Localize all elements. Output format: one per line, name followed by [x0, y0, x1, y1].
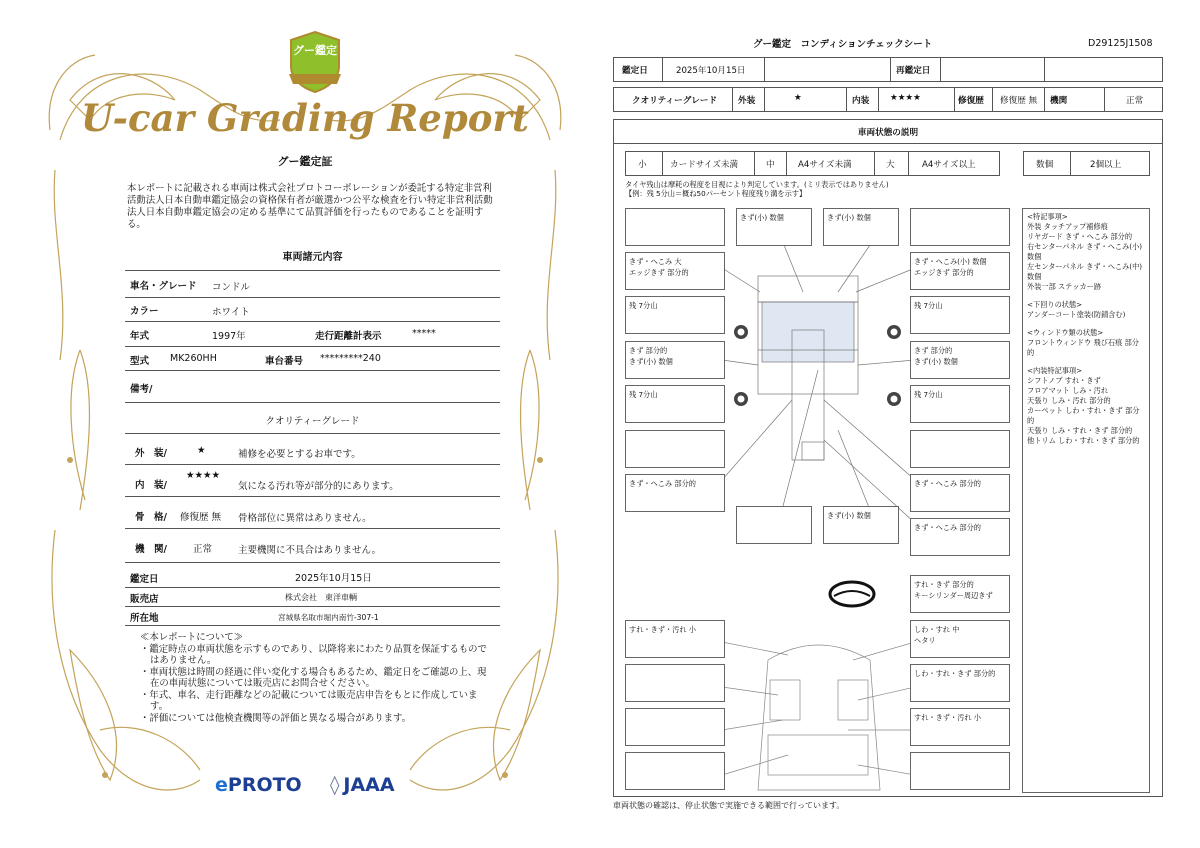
engine-grade: 正常: [193, 544, 213, 555]
damage-box: [910, 208, 1010, 246]
damage-box: 残 7分山: [625, 296, 725, 334]
exterior-label: 外装: [738, 96, 756, 106]
quality-heading: クオリティーグレード: [265, 416, 360, 427]
damage-box: すれ・きず・汚れ 小: [910, 708, 1010, 746]
doc-id: D29125J1508: [1088, 38, 1153, 49]
damage-box: [625, 430, 725, 468]
exterior-grade: ★: [794, 93, 802, 103]
window-title: <ウィンドウ類の状態>: [1027, 328, 1104, 337]
damage-box: きず(小) 数個: [823, 506, 899, 544]
damage-box: きず・へこみ 部分的: [910, 518, 1010, 556]
damage-box: [625, 664, 725, 702]
damage-box: しわ・すれ 中 ヘタリ: [910, 620, 1010, 658]
appraisal-date-label: 鑑定日: [130, 574, 159, 585]
divider: [125, 321, 500, 322]
frame-desc: 骨格部位に異常はありません。: [238, 513, 372, 524]
year-label: 年式: [130, 331, 150, 342]
exterior-grade: ★: [197, 445, 206, 456]
disclaimer-item: ・年式、車名、走行距離などの記載については販売店申告をもとに作成しています。: [140, 689, 478, 712]
car-name-label: 車名・グレード: [130, 281, 197, 292]
damage-box: [910, 752, 1010, 790]
divider: [125, 297, 500, 298]
badge-label: グー鑑定: [293, 44, 337, 57]
dealer-name: 株式会社 東洋車輌: [285, 593, 357, 602]
exterior-label: 外 装/: [135, 448, 167, 459]
address-value: 宮城県名取市堀内南竹-307-1: [278, 613, 379, 622]
damage-box: きず 部分的 きず(小) 数個: [910, 341, 1010, 379]
exterior-desc: 補修を必要とするお車です。: [238, 449, 361, 460]
damage-box: [910, 430, 1010, 468]
interior-label: 内装: [852, 96, 870, 106]
size-small-desc: カードサイズ未満: [670, 160, 739, 170]
damage-box: きず・へこみ 大 エッジきず 部分的: [625, 252, 725, 290]
date-value: 2025年10月15日: [676, 66, 746, 76]
quality-label: クオリティーグレード: [632, 96, 718, 106]
steering-wheel-icon: [830, 582, 874, 606]
report-title: U-car Grading Report: [81, 96, 529, 140]
condition-heading: 車両状態の説明: [857, 128, 919, 138]
divider: [125, 625, 500, 626]
frame-grade: 修復歴 無: [180, 512, 222, 523]
divider: [125, 402, 500, 403]
jaaa-logo: ◊ JAAA: [330, 774, 395, 796]
damage-box: [625, 708, 725, 746]
spec-heading: 車両諸元内容: [282, 252, 343, 263]
interior-label: 内 装/: [135, 480, 167, 491]
divider: [125, 464, 500, 465]
engine-desc: 主要機関に不具合はありません。: [238, 545, 382, 556]
divider: [125, 528, 500, 529]
damage-box: きず 部分的 きず(小) 数個: [625, 341, 725, 379]
year-value: 1997年: [212, 331, 246, 342]
remarks-label: 備考/: [130, 384, 153, 395]
logos: [215, 770, 415, 800]
interior-grade: ★★★★: [890, 93, 921, 103]
mileage-value: *****: [412, 328, 436, 339]
frame-label: 骨 格/: [135, 512, 167, 523]
divider: [125, 370, 500, 371]
damage-box: すれ・きず・汚れ 小: [625, 620, 725, 658]
damage-box: きず・へこみ 部分的: [910, 474, 1010, 512]
color-label: カラー: [130, 306, 159, 317]
color-value: ホワイト: [212, 307, 250, 318]
damage-box: しわ・すれ・きず 部分的: [910, 664, 1010, 702]
divider: [125, 433, 500, 434]
disclaimer-item: ・評価については他検査機関等の評価と異なる場合があります。: [140, 712, 411, 724]
disclaimer-item: ・車両状態は時間の経過に伴い変化する場合もあるため、鑑定日をご確認の上、現在の車両状態については販売店にお問合せください。: [140, 666, 487, 689]
divider: [125, 496, 500, 497]
sheet-title: グー鑑定 コンディションチェックシート: [753, 39, 933, 50]
mileage-label: 走行距離計表示: [315, 331, 382, 342]
tire-example: 【例：残 5分山＝概ね50パーセント程度残り溝を示す】: [625, 189, 807, 198]
appraisal-date: 2025年10月15日: [295, 573, 372, 584]
address-label: 所在地: [130, 613, 159, 624]
damage-box: きず(小) 数個: [823, 208, 899, 246]
model-label: 型式: [130, 356, 150, 367]
damage-box: 残 7分山: [910, 385, 1010, 423]
repair-value: 修復歴 無: [1000, 96, 1038, 106]
chassis-value: *********240: [320, 353, 381, 364]
interior-desc: 気になる汚れ等が部分的にあります。: [238, 481, 399, 492]
count-desc: 2個以上: [1090, 160, 1122, 170]
interior-grade: ★★★★: [186, 470, 221, 481]
grading-certificate: [40, 30, 570, 820]
damage-box: 残 7分山: [625, 385, 725, 423]
model-value: MK260HH: [170, 353, 217, 364]
engine-label: 機関: [1050, 96, 1068, 106]
certificate-intro: 本レポートに記載される車両は株式会社プロトコーポレーションが委託する特定非営利活動法人日本自動車鑑定協会の資格保有者が厳選かつ公平な検査を行い特定非営利活動法人日本自動車鑑定協会の定める基準にて品質評価を行ったものであることを証明する。: [127, 183, 493, 230]
disclaimer: [140, 632, 495, 724]
disclaimer-title: ≪本レポートについて≫: [140, 632, 243, 643]
damage-box: [625, 752, 725, 790]
size-mid-desc: A4サイズ未満: [798, 160, 852, 170]
divider: [125, 346, 500, 347]
chassis-label: 車台番号: [265, 356, 304, 367]
divider: [125, 606, 500, 607]
size-large: 大: [886, 160, 895, 170]
size-mid: 中: [766, 160, 775, 170]
under-title: <下回りの状態>: [1027, 300, 1083, 309]
special-title: <特記事項>: [1027, 212, 1068, 221]
remarks-panel: <特記事項> 外装 タッチアップ補修痕 リヤガード きず・へこみ 部分的 右センターパネル きず・へこみ(小) 数個 左センターパネル きず・へこみ(中) 数個 外装一部 ステッカー跡 <下回りの状態> アンダーコート塗装(防錆含む) <ウィンドウ類の状態> フロントウィンドウ 飛び石痕 部分的 <内装特記事項> シフトノブ すれ・きず フロアマット しみ・汚れ 天張り しみ・汚れ 部分的 カーペット しわ・すれ・きず 部分的 天張り しみ・すれ・きず 部分的 他トリム しわ・すれ・きず 部分的: [1022, 208, 1150, 793]
condition-check-sheet: [608, 30, 1168, 820]
certificate-heading: グー鑑定証: [277, 155, 333, 168]
engine-label: 機 関/: [135, 544, 167, 555]
engine-value: 正常: [1126, 96, 1144, 106]
divider: [125, 270, 500, 271]
proto-logo: ePROTO: [215, 774, 302, 796]
footer-note: 車両状態の確認は、停止状態で実施できる範囲で行っています。: [613, 801, 845, 810]
damage-box: きず(小) 数個: [736, 208, 812, 246]
dealer-label: 販売店: [130, 594, 159, 605]
disclaimer-item: ・鑑定時点の車両状態を示すものであり、以降将来にわたり品質を保証するものではありません。: [140, 643, 487, 666]
count-label: 数個: [1036, 160, 1054, 170]
goo-kantei-badge: [287, 30, 343, 94]
repair-label: 修復歴: [958, 96, 984, 106]
damage-box: [625, 208, 725, 246]
damage-box: きず・へこみ(小) 数個 エッジきず 部分的: [910, 252, 1010, 290]
divider: [125, 562, 500, 563]
divider: [125, 587, 500, 588]
damage-box: すれ・きず 部分的 キーシリンダー周辺きず: [910, 575, 1010, 613]
car-name: コンドル: [212, 282, 251, 293]
interior-remarks-title: <内装特記事項>: [1027, 366, 1083, 375]
damage-box: きず・へこみ 部分的: [625, 474, 725, 512]
reappraisal-label: 再鑑定日: [896, 66, 931, 76]
damage-box: [736, 506, 812, 544]
date-label: 鑑定日: [622, 66, 648, 76]
size-large-desc: A4サイズ以上: [922, 160, 976, 170]
tire-note: タイヤ残山は摩耗の程度を目視により判定しています。(ミリ表示ではありません): [625, 180, 889, 189]
size-small: 小: [638, 160, 647, 170]
damage-box: 残 7分山: [910, 296, 1010, 334]
